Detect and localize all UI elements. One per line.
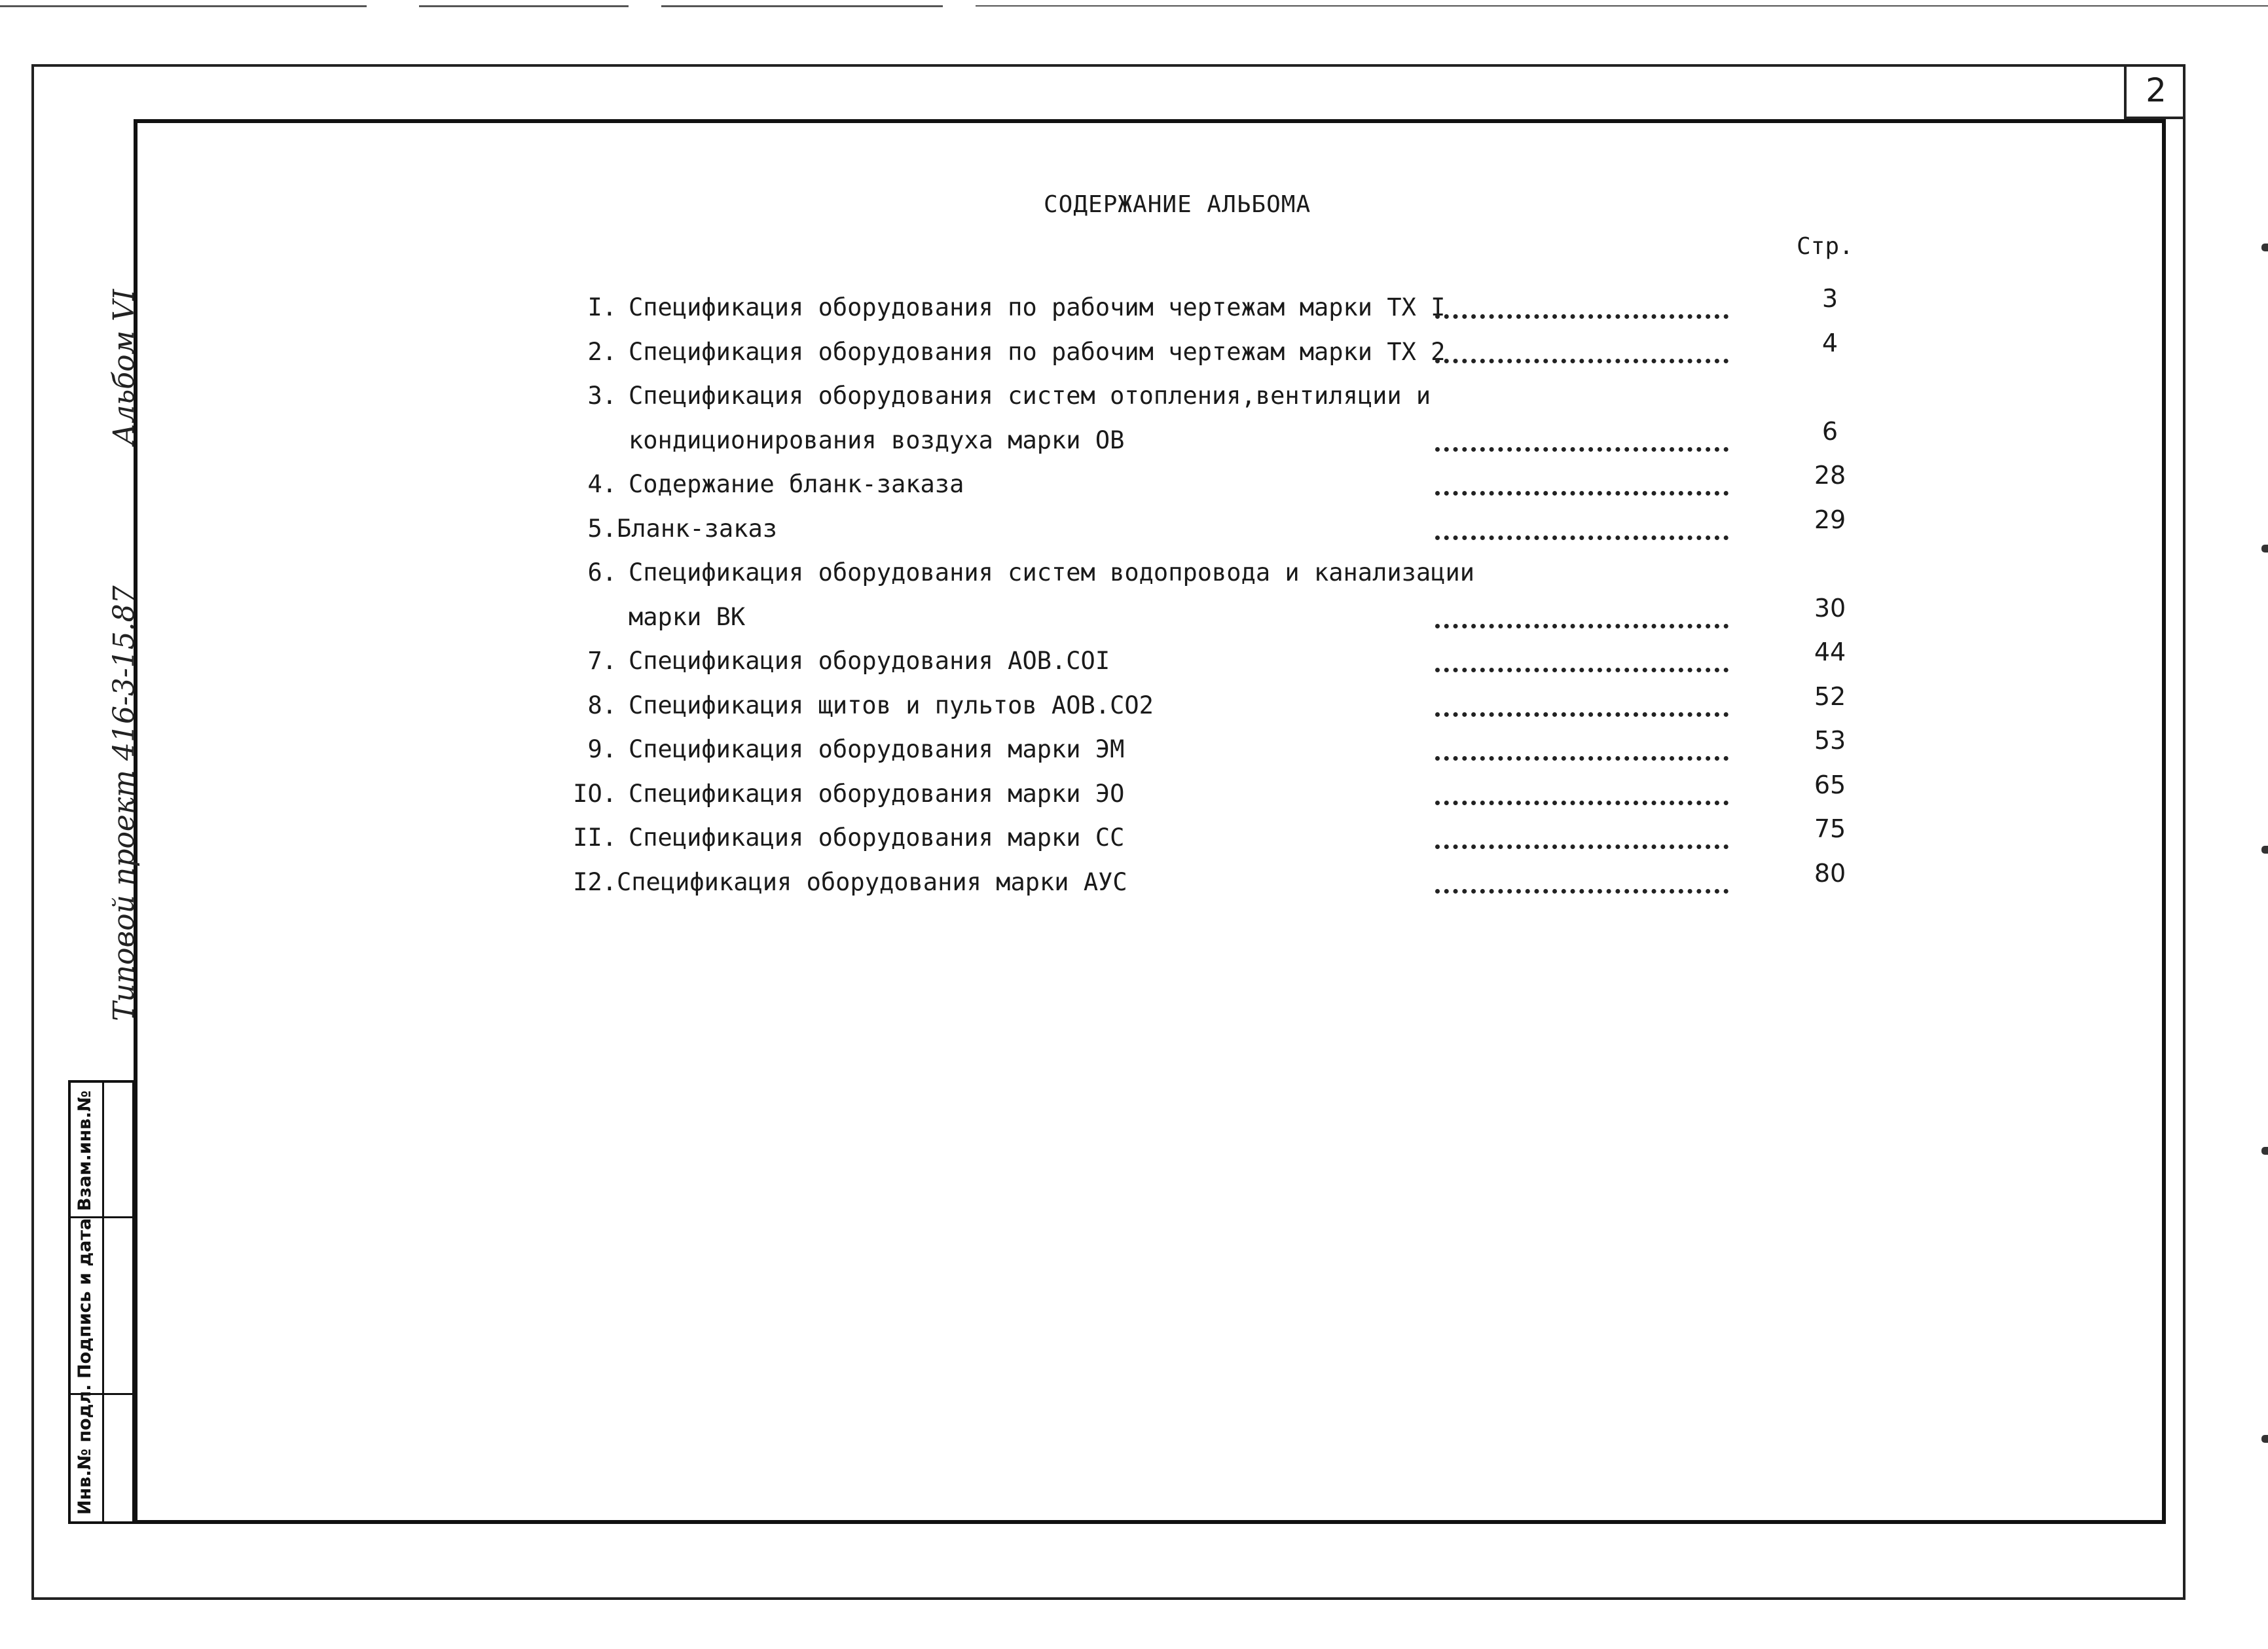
toc-row [0,382,2268,426]
toc-item-number: 8. [587,691,617,719]
toc-row [0,417,2268,471]
album-label: Альбом VI [107,289,141,445]
toc-item-number: I. [587,293,617,321]
toc-page-number: 80 [1814,859,1846,888]
toc-row [0,505,2268,559]
document-title: СОДЕРЖАНИЕ АЛЬБОМА [1044,191,1311,218]
toc-row [0,329,2268,382]
toc-row [0,682,2268,736]
toc-row [0,594,2268,647]
toc-page-number: 53 [1814,726,1846,755]
stamp-column-divider [102,1083,104,1521]
toc-page-number: 65 [1814,770,1846,799]
toc-item-title: Спецификация оборудования по рабочим чертежам марки ТХ 2 [629,338,1446,366]
toc-leader-dots [1435,829,1728,849]
binding-hole-mark [2261,1435,2268,1443]
toc-item-title: Спецификация оборудования по рабочим чертежам марки ТХ I [629,293,1446,321]
toc-row [0,814,2268,868]
toc-item-number: 2. [587,338,617,366]
toc-leader-dots [1435,785,1728,805]
toc-row [0,638,2268,691]
scan-edge-line [419,5,629,7]
toc-page-number: 44 [1814,638,1846,666]
scan-edge-line [0,5,367,7]
toc-item-title: Спецификация оборудования марки ЭО [629,780,1125,808]
toc-page-number: 4 [1821,329,1838,357]
toc-page-number: 28 [1814,461,1846,490]
toc-page-number: 29 [1814,505,1846,534]
toc-item-number: 5. [587,515,617,543]
toc-item-title: Спецификация щитов и пультов АОВ.СО2 [629,691,1154,719]
toc-item-title: Спецификация оборудования марки АУС [617,868,1127,896]
page-column-header: Стр. [1797,233,1854,260]
toc-item-title: Содержание бланк-заказа [629,470,964,498]
toc-item-number: 9. [587,735,617,763]
toc-leader-dots [1435,343,1728,363]
stamp-sign-date-label: Подпись и дата [75,1218,95,1379]
approval-stamp [68,1080,135,1524]
toc-item-title: Спецификация оборудования марки ЭМ [629,735,1125,763]
scan-edge-line [661,5,943,7]
toc-item-title: кондиционирования воздуха марки ОВ [629,426,1125,454]
project-label: Типовой проект 416-3-15.87 [107,585,141,1021]
toc-row [0,859,2268,913]
toc-item-number: I2. [573,868,617,896]
toc-item-number: 6. [587,558,617,587]
toc-leader-dots [1435,475,1728,496]
toc-page-number: 6 [1821,417,1838,446]
toc-item-title: Спецификация оборудования АОВ.СОI [629,647,1110,675]
toc-item-number: 7. [587,647,617,675]
toc-item-number: IO. [573,780,617,808]
toc-leader-dots [1435,873,1728,894]
toc-leader-dots [1435,299,1728,319]
toc-item-number: 3. [587,382,617,410]
toc-leader-dots [1435,520,1728,540]
toc-page-number: 30 [1814,594,1846,623]
toc-row [0,770,2268,824]
toc-page-number: 52 [1814,682,1846,711]
binding-hole-mark [2261,1147,2268,1155]
binding-hole-mark [2261,545,2268,553]
toc-row [0,726,2268,780]
toc-item-number: 4. [587,470,617,498]
sheet-number: 2 [2124,64,2186,119]
toc-item-title: Спецификация оборудования марки СС [629,824,1125,852]
toc-item-number: II. [573,824,617,852]
toc-row [0,461,2268,515]
toc-page-number: 3 [1821,284,1838,313]
binding-hole-mark [2261,846,2268,854]
scan-edge-line [976,5,2268,7]
toc-leader-dots [1435,608,1728,628]
toc-item-title: марки ВК [629,603,746,631]
toc-item-title: Бланк-заказ [617,515,778,543]
toc-leader-dots [1435,652,1728,672]
stamp-inv-sub-label: Инв.№ подл. [75,1384,95,1515]
toc-leader-dots [1435,431,1728,452]
toc-page-number: 75 [1814,814,1846,843]
toc-item-title: Спецификация оборудования систем отопления,вентиляции и [629,382,1431,410]
toc-row [0,558,2268,603]
stamp-replace-inv-label: Взам.инв.№ [75,1090,95,1211]
toc-item-title: Спецификация оборудования систем водопровода и канализации [629,558,1475,587]
toc-leader-dots [1435,697,1728,717]
toc-leader-dots [1435,740,1728,761]
toc-row [0,284,2268,338]
binding-hole-mark [2261,244,2268,251]
